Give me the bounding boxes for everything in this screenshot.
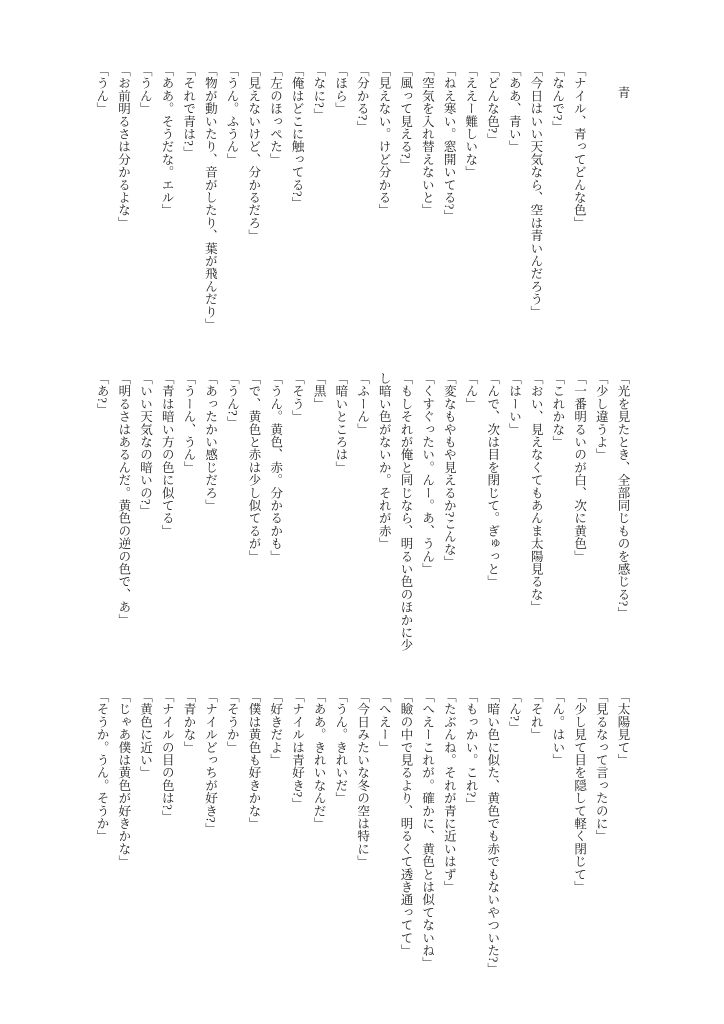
dialogue-line: 「ああ。きれいなんだ」 — [312, 690, 327, 830]
dialogue-line: 「うん」 — [138, 64, 153, 115]
dialogue-line: 「お前明るさは分かるよな」 — [116, 64, 131, 230]
dialogue-line: 「うん。きれいだ」 — [333, 690, 348, 805]
dialogue-line: 「もっかい。これ?」 — [464, 690, 479, 811]
dialogue-line: 「あったかい感じだろ」 — [203, 372, 218, 512]
dialogue-line: 「なんで?」 — [550, 64, 565, 134]
dialogue-line: 「青は暗い方の色に似てる」 — [160, 372, 175, 538]
dialogue-line: 「今日はいい天気なら、空は青いんだろう」 — [528, 64, 543, 318]
dialogue-line: 「瞼の中で見るより、明るくて透き通ってて」 — [398, 690, 413, 957]
dialogue-line: 「んで、次は目を閉じて。ぎゅっと」 — [485, 372, 500, 588]
dialogue-line: 「青かな」 — [181, 690, 196, 754]
dialogue-line: 「分かる?」 — [355, 64, 370, 134]
dialogue-line: 「うん?」 — [225, 372, 240, 429]
dialogue-line: 「へえーこれが。確かに、黄色とは似てないね」 — [420, 690, 435, 970]
dialogue-line: 「ほら」 — [333, 64, 348, 115]
dialogue-line: 「うーん、うん」 — [181, 372, 196, 474]
dialogue-line: 「それ」 — [529, 690, 544, 741]
dialogue-line: 「ああ、青い」 — [507, 64, 522, 153]
dialogue-line: 「ナイルの目の色は?」 — [160, 690, 175, 823]
dialogue-line: 「俺はどこに触ってる?」 — [290, 64, 305, 210]
dialogue-line: 「暗い色に似た、黄色でも赤でもないやついた?」 — [485, 690, 500, 976]
dialogue-line: 「で、黄色と赤は少し似てるが」 — [247, 372, 262, 563]
dialogue-line: 「うん」 — [94, 64, 109, 115]
dialogue-line: 「ナイルは青好き?」 — [290, 690, 305, 811]
dialogue-line: 「ふーん」 — [355, 372, 370, 436]
dialogue-line: 「好きだよ」 — [268, 690, 283, 767]
dialogue-line: 「あ?」 — [95, 372, 110, 416]
dialogue-line: 「変なもやもや見えるか?こんな」 — [442, 372, 457, 569]
dialogue-line: 「どんな色?」 — [485, 64, 500, 146]
dialogue-line: 「一番明るいのが白、次に黄色」 — [572, 372, 587, 563]
dialogue-line: 「黄色に近い」 — [138, 690, 153, 779]
dialogue-line: 「なに?」 — [311, 64, 326, 121]
dialogue-line: 「左のほっぺた」 — [268, 64, 283, 166]
dialogue-line: 「今日みたいな冬の空は特に」 — [355, 690, 370, 868]
document-title: 青 — [616, 86, 630, 99]
dialogue-line: 「ええー難しいな」 — [463, 64, 478, 179]
dialogue-line: 「少し違うよ」 — [594, 372, 609, 461]
dialogue-line: 「もしそれが俺と同じなら、明るい色のほかに少し暗い色がないか。それが赤」 — [377, 372, 413, 652]
dialogue-line: 「ああ。そうだな。エル」 — [159, 64, 174, 217]
dialogue-line: 「黒」 — [312, 372, 327, 411]
dialogue-line: 「ん?」 — [507, 690, 522, 734]
dialogue-line: 「うん。ふうん」 — [225, 64, 240, 166]
dialogue-line: 「ねえ寒い。窓開いてる?」 — [442, 64, 457, 223]
dialogue-line: 「空気を入れ替えないと」 — [420, 64, 435, 217]
dialogue-line: 「見えない。けど分かる」 — [376, 64, 391, 217]
dialogue-line: 「うん。黄色、赤。分かるかも」 — [268, 372, 283, 563]
text-block-1 — [90, 64, 633, 336]
dialogue-line: 「それで青は?」 — [181, 64, 196, 159]
dialogue-line: 「いい天気なの暗いの?」 — [138, 372, 153, 518]
dialogue-line: 「明るさはあるんだ。黄色の逆の色で、あ」 — [116, 372, 131, 626]
text-block-2 — [90, 372, 633, 652]
dialogue-line: 「ん。はい」 — [550, 690, 565, 767]
dialogue-line: 「太陽見て」 — [616, 690, 630, 767]
dialogue-line: 「見えないけど、分かるだろ」 — [246, 64, 261, 242]
dialogue-line: 「たぶんね。それが青に近いはず」 — [442, 690, 457, 894]
dialogue-line: 「そうか。うん。そうか」 — [95, 690, 110, 843]
dialogue-line: 「ナイル、青ってどんな色」 — [572, 64, 587, 230]
dialogue-line: 「ん」 — [464, 372, 479, 411]
dialogue-line: 「見るなって言ったのに」 — [594, 690, 609, 843]
dialogue-line: 「はーい」 — [507, 372, 522, 436]
dialogue-line: 「これかな」 — [550, 372, 565, 449]
dialogue-line: 「風って見える?」 — [398, 64, 413, 172]
dialogue-line: 「僕は黄色も好きかな」 — [247, 690, 262, 830]
dialogue-line: 「へえー」 — [377, 690, 392, 754]
dialogue-line: 「じゃあ僕は黄色が好きかな」 — [116, 690, 131, 868]
dialogue-line: 「おい、見えなくてもあんま太陽見るな」 — [529, 372, 544, 614]
dialogue-line: 「くすぐったい。んー。あ、うん」 — [420, 372, 435, 576]
dialogue-line: 「少し見て目を隠して軽く閉じて」 — [572, 690, 587, 894]
dialogue-line: 「そう」 — [290, 372, 305, 423]
dialogue-line: 「光を見たとき、全部同じものを感じる?」 — [616, 372, 630, 620]
dialogue-line: 「ナイルどっちが好き?」 — [203, 690, 218, 836]
text-block-3 — [90, 690, 633, 982]
dialogue-line: 「暗いところは」 — [333, 372, 348, 474]
dialogue-line: 「そうか」 — [225, 690, 240, 754]
dialogue-line: 「物が動いたり、音がしたり、葉が飛んだり」 — [203, 64, 218, 331]
